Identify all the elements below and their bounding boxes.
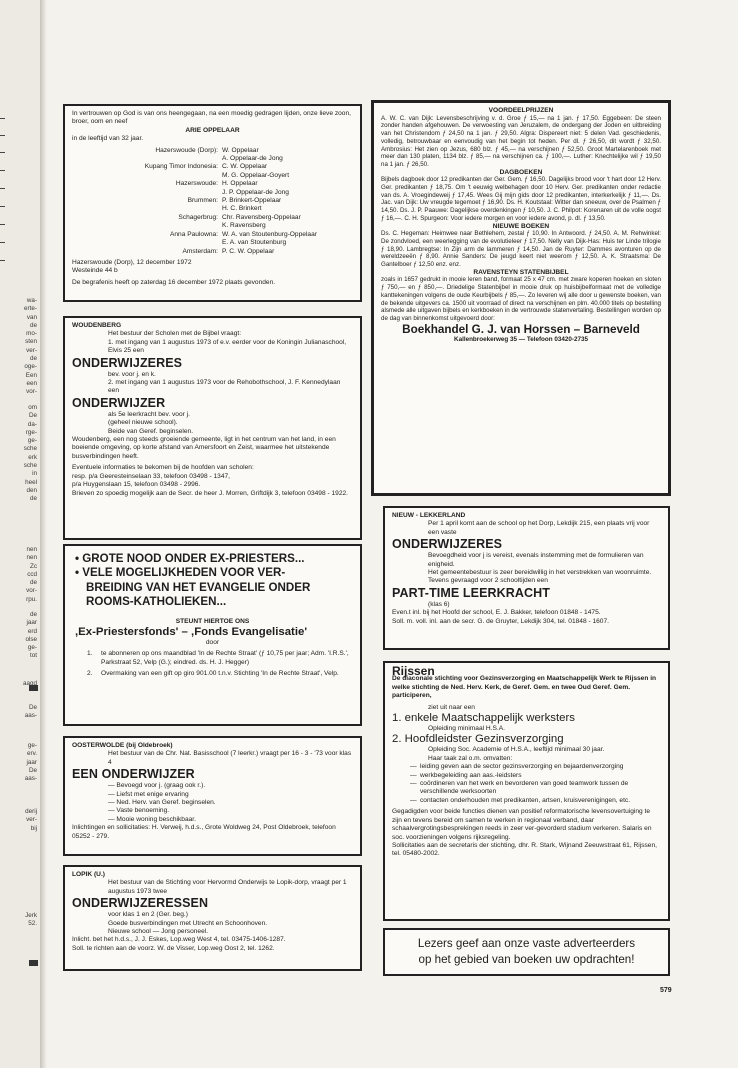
gutter-fragment-line: vor- [26, 587, 37, 595]
obituary-funeral: De begrafenis heeft op zaterdag 16 december 1972 plaats gevonden. [72, 278, 276, 286]
obituary-family-name: K. Ravensberg [222, 222, 266, 230]
gutter-fragment-line: sche [23, 462, 37, 470]
bookshop-ad [371, 100, 671, 496]
gutter-fragment-line: om [28, 404, 37, 411]
gutter-fragment-line: sten [25, 338, 37, 346]
gutter-fragment-line: rge- [25, 428, 37, 436]
lopik-contact: Inlicht. bet het h.d.s., J. J. Eskes, Lop.weg West 4, tel. 03475-1406-1287. Soll. te richten aan de voorz. W. de Visser, Lop.weg Oost 2, tel. 1262. [72, 936, 286, 952]
obituary-family-place [72, 205, 222, 213]
priests-line4: ROOMS-KATHOLIEKEN... [86, 595, 227, 609]
gutter-text-fragment [23, 680, 37, 688]
rijssen-contact: Sollicitaties aan de secretaris der stichting, dhr. R. Stark, Wijnand Zeeuwstraat 61, Rijssen, tel. 05480-2002. [392, 841, 657, 858]
priests-line2: • VELE MOGELIJKHEDEN VOOR VER- [75, 566, 286, 580]
priests-option-2-text: Overmaking van een gift op giro 901.00 t.n.v. Stichting 'In de Rechte Straat', Velp. [101, 670, 339, 678]
gutter-mark [0, 188, 5, 189]
oosterwolde-heading: EEN ONDERWIJZER [72, 767, 195, 782]
gutter-text-fragment [26, 546, 37, 604]
gutter-fragment-line: ge- [27, 437, 37, 445]
obituary-notice [63, 104, 362, 302]
gutter-fragment-line: de [29, 321, 37, 329]
bookshop-sec2-text: Bijbels dagboek door 12 predikanten der Ger. Gem. ƒ 16,50. Dagelijks brood voor 't hart door 12 Herv. Ger. predikanten ƒ 18,75. Om 't eeuwig welbehagen door 10 Herv. Ger. predikanten onder redactie van ds. A. Vroegindeweij ƒ 17,45. Wees Gij mijn gids door 12 predikanten, interkerkelijk ƒ 11,—. Ds. Jac. van Dijk: Uw vreugde tegemoet ƒ 16,90. Ds. H. Koutstaal: Witter dan sneeuw, over de Psalmen ƒ 14,50. Ds. J. P. Paauwe: Dagelijkse overdenkingen ƒ 10,50. J. C. Philpot: Korenaren uit de volle oogst ƒ 16,—. C. H. Spurgeon: Voor iedere morgen en voor iedere avond, p. dl. ƒ 13,50. [381, 176, 661, 222]
lopik-details: voor klas 1 en 2 (Ger. beg.) Goede busverbindingen met Utrecht en Schoonhoven. Nieuwe school — Jong personeel. [108, 911, 268, 936]
dash-bullet: — [410, 780, 417, 788]
gutter-fragment-line: erv. [26, 750, 37, 758]
oosterwolde-requirement: — Mooie woning beschikbaar. [108, 815, 196, 823]
obituary-family-place: Kupang Timor Indonesia: [144, 163, 218, 171]
bookshop-sec1-title: VOORDEELPRIJZEN [488, 107, 554, 114]
nieuwlekkerland-klas: (klas 6) [428, 600, 450, 608]
rijssen-position-1: 1. enkele Maatschappelijk werksters [392, 712, 575, 725]
gutter-fragment-line: Jerk [25, 912, 37, 919]
obituary-family-place [72, 189, 222, 197]
obituary-family-name: H. C. Brinkert [222, 205, 262, 213]
gutter-fragment-line: Zc [30, 562, 37, 570]
oosterwolde-requirement: — Ned. Herv. van Geref. beginselen. [108, 799, 216, 807]
obituary-family-row [72, 231, 353, 239]
bookshop-sec4-title: RAVENSTEYN STATENBIJBEL [473, 268, 569, 276]
dash-bullet: — [410, 796, 417, 804]
woudenberg-heading1: ONDERWIJZERES [72, 355, 183, 370]
bookshop-sec2-title: DAGBOEKEN [499, 168, 543, 176]
rijssen-position-2: 2. Hoofdleidster Gezinsverzorging [392, 733, 564, 746]
gutter-fragment-line: De [28, 766, 37, 774]
gutter-fragment-line: aagd [22, 680, 37, 687]
gutter-text-fragment [25, 704, 37, 721]
obituary-family-place: Hazerswoude (Dorp): [155, 146, 218, 154]
lopik-place: LOPIK (U.) [72, 871, 105, 878]
priests-option-1: 1. te abonneren op ons maandblad 'In de Rechte Straat' (ƒ 10,75 per jaar; Adm. 'I.R.S.', Parkstraat 52, Velp (G.); eindred. ds. H. J. Hegger) [87, 650, 349, 666]
obituary-family-row [72, 155, 353, 163]
gutter-fragment-line: de [29, 579, 37, 587]
rijssen-position-2-req: Opleiding Soc. Academie of H.S.A., leeftijd minimaal 30 jaar. Haar taak zal o.m. omvatten: [428, 746, 605, 762]
obituary-name: ARIE OPPELAAR [185, 126, 240, 134]
gutter-text-fragment [24, 404, 37, 504]
obituary-family-name: Chr. Ravensberg-Oppelaar [222, 213, 301, 221]
oosterwolde-ad [63, 736, 362, 856]
gutter-text-fragment [25, 912, 37, 929]
gutter-text-fragment [25, 742, 37, 783]
woudenberg-item2: bev. voor j. en k. 2. met ingang van 1 augustus 1973 voor de Rehobothschool, J. F. Kennedylaan een [108, 370, 341, 395]
priests-line3: BREIDING VAN HET EVANGELIE ONDER [86, 580, 311, 594]
gutter-fragment-line: heel [25, 478, 37, 486]
obituary-family-row [72, 172, 353, 180]
obituary-family-place [72, 155, 222, 163]
gutter-fragment-line: erk [28, 453, 37, 461]
gutter-text-fragment [25, 808, 37, 833]
obituary-address-line2: Westeinde 44 b [72, 267, 118, 275]
obituary-family-row [72, 222, 353, 230]
readers-appeal-line2: op het gebied van boeken uw opdrachten! [418, 953, 635, 966]
obituary-family-place: Anna Paulowna: [169, 230, 218, 238]
gutter-fragment-line: Een [25, 371, 37, 379]
obituary-family-row [72, 214, 353, 222]
gutter-mark [0, 170, 5, 171]
obituary-family-row [72, 239, 353, 247]
gutter-fragment-line: 52. [28, 920, 37, 928]
rijssen-title: Rijssen [392, 664, 435, 678]
rijssen-duties-list [392, 763, 661, 805]
gutter-fragment-line: olse [25, 635, 37, 643]
rijssen-body: Gegadigden voor beide functies dienen van positief reformatorische levensovertuiging te zijn en tevens bereid om samen te werken in regionaal verband, daar schaalvergrotingsbesprekingen reeds in zeer ver-gevorderd stadium verkeren. Salaris en soc. voorzieningen volgens rijksregeling. [392, 808, 652, 841]
obituary-family-place: Amsterdam: [182, 247, 218, 255]
obituary-family-name: P. Brinkert-Oppelaar [222, 197, 282, 205]
priests-support: STEUNT HIERTOE ONS [175, 617, 250, 625]
gutter-fragment-line: tot [29, 652, 37, 660]
rijssen-duty-text: contacten onderhouden met predikanten, artsen, kruisverenigingen, etc. [420, 796, 631, 804]
oosterwolde-requirements [72, 782, 353, 824]
obituary-family-name: J. P. Oppelaar-de Jong [222, 188, 289, 196]
gutter-fragment-line: van [26, 313, 37, 321]
obituary-family-row [72, 197, 353, 205]
gutter-fragment-line: ccd [27, 570, 37, 578]
gutter-fragment-line: bij [30, 824, 37, 832]
rijssen-duty [410, 780, 661, 797]
gutter-fragment-line: De [28, 704, 37, 711]
gutter-mark [0, 206, 5, 207]
obituary-family-place: Schagerbrug: [178, 213, 218, 221]
woudenberg-ad [63, 316, 362, 540]
nieuw-lekkerland-ad [383, 506, 670, 650]
priests-option-2: 2. Overmaking van een gift op giro 901.00 t.n.v. Stichting 'In de Rechte Straat', Velp. [87, 670, 350, 678]
gutter-fragment-line: wa- [26, 297, 37, 304]
rijssen-duty [410, 763, 661, 771]
page-number: 579 [660, 987, 672, 994]
left-page-gutter [0, 0, 41, 1068]
obituary-family-name: W. A. van Stoutenburg-Oppelaar [222, 230, 317, 238]
gutter-mark [0, 242, 5, 243]
gutter-fragment-line: aas- [24, 712, 37, 720]
priests-door: door [205, 639, 220, 647]
woudenberg-contact: Eventuele informaties te bekomen bij de hoofden van scholen: resp. p/a Geeresteinselaan 33, telefoon 03498 - 1347, p/a Huygenslaan 15, telefoon 03498 - 2996. Brieven zo spoedig mogelijk aan de Secr. de heer J. Morren, Griftdijk 3, telefoon 03498 - 1922. [72, 464, 348, 497]
nieuwlekkerland-place: NIEUW - LEKKERLAND [392, 512, 466, 519]
bookshop-sec3-title: NIEUWE BOEKEN [492, 222, 550, 230]
gutter-fragment-line: ver- [26, 816, 37, 824]
gutter-fragment-line: rpu. [26, 595, 37, 603]
lopik-intro: Het bestuur van de Stichting voor Hervormd Onderwijs te Lopik-dorp, vraagt per 1 augustus 1973 twee [108, 879, 347, 895]
lopik-heading: ONDERWIJZERESSEN [72, 896, 209, 911]
obituary-family-row [72, 205, 353, 213]
obituary-family-row [72, 180, 353, 188]
gutter-mark [0, 224, 5, 225]
readers-appeal [383, 928, 670, 976]
nieuwlekkerland-heading2: PART-TIME LEERKRACHT [392, 585, 551, 600]
obituary-family-place: Hazerswoude: [175, 180, 218, 188]
obituary-address-line1: Hazerswoude (Dorp), 12 december 1972 [72, 258, 192, 266]
woudenberg-body: Woudenberg, een nog steeds groeiende gemeente, ligt in het centrum van het land, in een boeiende omgeving, op korte afstand van Amersfoort en Zeist, waarmee het uitstekende busverbindingen heeft. [72, 436, 336, 460]
gutter-mark [0, 260, 5, 261]
obituary-family-row [72, 147, 353, 155]
obituary-family-name: H. Oppelaar [222, 180, 258, 188]
obituary-family-row [72, 248, 353, 256]
gutter-mark [0, 118, 5, 119]
gutter-fragment-line: sche [23, 445, 37, 453]
oosterwolde-place: OOSTERWOLDE (bij Oldebroek) [72, 742, 173, 749]
rijssen-duty [410, 797, 661, 805]
woudenberg-item1: 1. met ingang van 1 augustus 1973 of e.v. eerder voor de Koningin Julianaschool, Elvis 25 een [108, 338, 347, 355]
rijssen-ad [383, 661, 670, 921]
bookshop-name: Boekhandel G. J. van Horssen – Barneveld [402, 322, 640, 336]
dash-bullet: — [410, 771, 417, 779]
woudenberg-item3: als 5e leerkracht bev. voor j. (geheel nieuwe school). Beide van Geref. beginselen. [108, 410, 194, 435]
gutter-fragment-line: nen [26, 554, 37, 562]
gutter-text-fragment [25, 611, 37, 661]
gutter-mark [0, 135, 5, 136]
gutter-fragment-line: erte- [24, 305, 37, 313]
nieuwlekkerland-heading1: ONDERWIJZERES [392, 537, 503, 552]
obituary-family-name: W. Oppelaar [222, 146, 259, 154]
gutter-fragment-line: vor- [26, 388, 37, 396]
rijssen-duty-text: werkbegeleiding aan aas.-leidsters [420, 771, 522, 779]
woudenberg-heading2: ONDERWIJZER [72, 395, 166, 410]
obituary-intro: In vertrouwen op God is van ons heengegaan, na een moedig gedragen lijden, onze lieve zoon, broer, oom en neef [72, 110, 351, 126]
obituary-age: in de leeftijd van 32 jaar. [72, 135, 144, 143]
obituary-family-place [72, 222, 222, 230]
gutter-fragment-line: nen [26, 546, 37, 553]
rijssen-intro: De diaconale stichting voor Gezinsverzorging en Maatschappelijk Werk te Rijssen in welke stichting de Ned. Herv. Kerk, de Geref. Gem. en twee Oud Geref. Gem. participeren, [392, 675, 657, 700]
obituary-family-list [72, 147, 353, 256]
gutter-fragment-line: De [28, 412, 37, 420]
rijssen-seek: ziet uit naar een [428, 703, 475, 711]
oosterwolde-requirement: — Bevoegd voor j. (graag ook r.). [108, 782, 206, 790]
gutter-fragment-line: mo- [26, 330, 37, 338]
nieuwlekkerland-body: Bevoegdheid voor j is vereist, evenals instemming met de formulieren van enigheid. Het gemeentebestuur is zeer bereidwillig in het verstrekken van woonruimte. Tevens gevraagd voor 2 schooltijden een [428, 552, 652, 585]
oosterwolde-intro: Het bestuur van de Chr. Nat. Basisschool (7 leerkr.) vraagt per 16 - 3 - '73 voor klas 4 [108, 750, 352, 766]
rijssen-duty [410, 772, 661, 780]
gutter-fragment-line: de [29, 355, 37, 363]
rijssen-position-1-req: Opleiding minimaal H.S.A. [428, 725, 505, 733]
gutter-fragment-line: jaar [26, 758, 37, 766]
oosterwolde-contact: Inlichtingen en sollicitaties: H. Verweij, h.d.s., Grote Woldweg 24, Post Oldebroek, telefoon 05252 - 279. [72, 824, 336, 840]
gutter-block [29, 960, 38, 966]
gutter-fragment-line: een [26, 379, 37, 387]
gutter-fragment-line: da- [27, 420, 37, 428]
gutter-fragment-line: de [29, 611, 37, 618]
obituary-family-row [72, 163, 353, 171]
nieuwlekkerland-contact: Even.t inl. bij het Hoofd der school, E. J. Bakker, telefoon 01848 - 1475. Soll. m. voll. inl. aan de secr. G. de Gruyter, Lekdijk 304, tel. 01848 - 1607. [392, 609, 609, 625]
gutter-text-fragment [24, 297, 37, 397]
rijssen-duty-text: coördineren van het werk en bevorderen van goed teamwork tussen de verschillende werksoorten [420, 780, 629, 796]
obituary-family-row [72, 189, 353, 197]
gutter-fragment-line: oge- [24, 363, 37, 371]
gutter-fragment-line: aas- [24, 775, 37, 783]
gutter-fragment-line: erd [27, 627, 37, 635]
obituary-family-name: A. Oppelaar-de Jong [222, 155, 283, 163]
gutter-fragment-line: ge- [27, 742, 37, 749]
obituary-family-place: Brummen: [187, 197, 218, 205]
rijssen-duty-text: leiding geven aan de sector gezinsverzorging en bejaardenverzorging [420, 763, 624, 771]
obituary-family-name: P. C. W. Oppelaar [222, 247, 275, 255]
gutter-fragment-line: den [26, 486, 37, 494]
woudenberg-place: WOUDENBERG [72, 322, 122, 329]
gutter-fragment-line: ge- [27, 644, 37, 652]
obituary-family-place [72, 172, 222, 180]
priests-line1: • GROTE NOOD ONDER EX-PRIESTERS... [75, 552, 305, 565]
nieuwlekkerland-intro: Per 1 april komt aan de school op het Dorp, Lekdijk 215, een plaats vrij voor een vaste [428, 520, 650, 536]
priests-option-1-text: te abonneren op ons maandblad 'In de Rechte Straat' (ƒ 10,75 per jaar; Adm. 'I.R.S.', Parkstraat 52, Velp (G.); eindred. ds. H. J. Hegger) [101, 650, 349, 666]
obituary-family-name: C. W. Oppelaar [222, 163, 268, 171]
gutter-fragment-line: ver- [26, 346, 37, 354]
readers-appeal-line1: Lezers geef aan onze vaste adverteerders [417, 937, 636, 950]
bookshop-sec1-text: A. W. C. van Dijk: Levensbeschrijving v. d. Groe ƒ 15,— na 1 jan. ƒ 17,50. Eggebeen: De steen zonder handen afgehouwen. De verwoesting van Jeruzalem, de ondergang der Joden en uitbreiding van het Christendom ƒ 24,50 na 1 jan. ƒ 29,50. Algra: Dispereert niet: 5 delen Vad. geschiedenis, volledig, betrouwbaar en eenvoudig van het begin tot heden. Per dl. ƒ 26,50, dit wordt ƒ 32,50. Ambrosius: Het zien op Jezus, 680 blz. ƒ 45,— na verschijnen ƒ 52,50. Groot Martelarenboek met meer dan 130 platen, 1134 blz. ƒ 85,— na verschijnen ca. ƒ 100,—. Luther: Knechtelijke wil ƒ 19,50 na 1 jan. ƒ 26,50. [381, 114, 661, 168]
bookshop-sec4-text: zoals in 1657 gedrukt in mooie leren band, formaat 25 x 47 cm. met zware koperen hoeken en sloten ƒ 750,— en ƒ 850,—. Driedelige Statenbijbel in mooie druk op huisbijbelformaat met de volledige kanttekeningen volgens de oude Keurbijbels ƒ 85,—. Zo leveren wij alle door u gewenste boeken, van de bekende uitgevers ca. 1500 uit voorraad of direct na verschijnen en plm. 40.000 titels op bestelling alsmede alle uitgaven bijbels en kerkboeken in de vertrouwde statenvertaling. Bestellingen worden op de dag van binnenkomst uitgevoerd door: [381, 276, 661, 322]
priests-funds: ,Ex-Priestersfonds' – ,Fonds Evangelisatie' [75, 626, 308, 639]
gutter-fragment-line: in [32, 470, 37, 478]
woudenberg-intro: Het bestuur der Scholen met de Bijbel vraagt: [108, 330, 242, 338]
obituary-family-name: M. G. Oppelaar-Goyert [222, 171, 290, 179]
bookshop-address: Kallenbroekerweg 35 — Telefoon 03420-2735 [454, 335, 588, 343]
gutter-fragment-line: jaar [26, 619, 37, 627]
gutter-mark [0, 152, 5, 153]
obituary-family-name: E. A. van Stoutenburg [222, 239, 287, 247]
page-binding-shadow [41, 0, 47, 1068]
oosterwolde-requirement: — Vaste benoeming. [108, 807, 170, 815]
bookshop-sec3-text: Ds. C. Hegeman: Heimwee naar Bethlehem, zestal ƒ 10,90. In Antwoord. ƒ 24,50. A. M. Rehwinkel: De zondvloed, een weerlegging van de evolutieleer ƒ 17,50. Nelly van Dijk-Has: Huis ter Linde trilogie ƒ 18,90. Lambregtse: In Zijn arm de lammeren ƒ 14,50. Jan de Ruyter: Dammes avonturen op de wereldzeeën ƒ 8,90. Annie Sanders: De jeugd keert niet weerom ƒ 12,50. A. K. Straatsma: De Gantelboer ƒ 12,50 enz. enz. [381, 230, 661, 269]
obituary-family-place [72, 239, 222, 247]
oosterwolde-requirement: — Liefst met enige ervaring [108, 790, 189, 798]
lopik-ad [63, 865, 362, 971]
dash-bullet: — [410, 763, 417, 771]
ex-priests-ad [63, 544, 362, 726]
gutter-fragment-line: derij [25, 808, 37, 815]
gutter-fragment-line: de [29, 495, 37, 503]
